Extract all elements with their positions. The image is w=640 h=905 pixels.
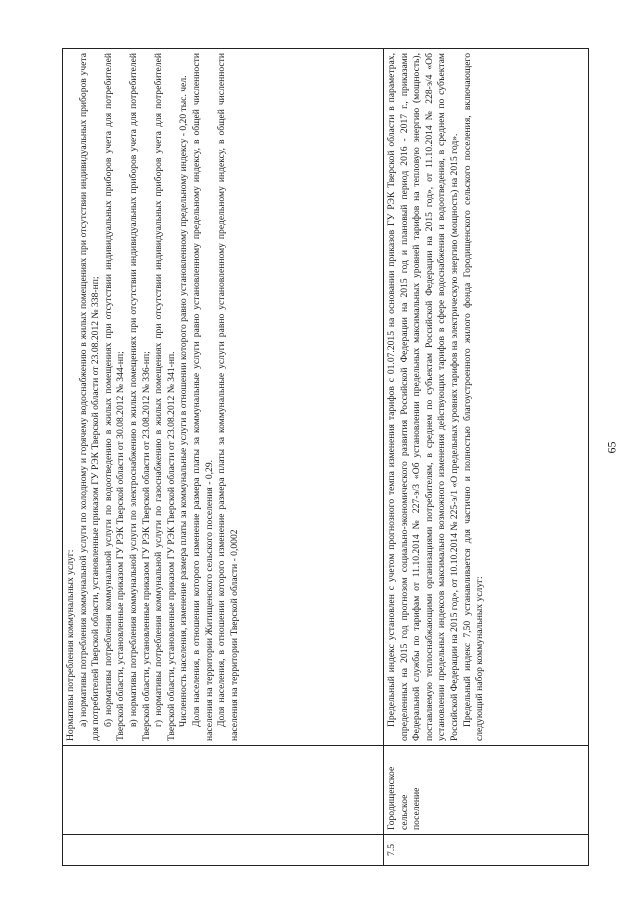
table-row: [384, 49, 589, 866]
paragraph: Нормативы потребления коммунальных услуг:: [65, 549, 76, 741]
paragraph: Предельный индекс 7,50 устанавливается для частично и полностью благоустроенного жилого фонда Городищенского сельского поселения, включающего следующий набор коммунальных услуг:: [461, 53, 486, 741]
description-cell: [63, 49, 384, 746]
row-number-cell: [63, 835, 384, 866]
page-number: 65: [604, 441, 619, 454]
row-number-cell: 7.5: [384, 835, 589, 866]
paragraph: Численность населения, изменение размера платы за коммунальные услуги в отношении которого равно установленному предельному индексу - 0,20 тыс. чел.: [178, 75, 190, 727]
rotated-document: [62, 48, 598, 866]
table-row: [63, 49, 384, 866]
settlement-name-cell: [63, 746, 384, 835]
description-cell: [384, 49, 589, 746]
settlement-name-cell: Городищенское сельское поселение: [384, 746, 589, 835]
paragraph: Доля населения, в отношении которого изменение размера платы за коммунальные услуги равно установленному предельному индексу, в общей численности населения на территории Житищенского сельского поселения - 0,29.: [190, 53, 215, 741]
paragraph: а) нормативы потребления коммунальной услуги по холодному и горячему водоснабжению в жилых помещениях при отсутствии индивидуальных приборов учета для потребителей Тверской области, установленные приказом ГУ РЭК Тверской области от 23.08.2012 № 338-нп;: [77, 53, 102, 741]
paragraph: б) нормативы потребления коммунальной услуги по водоотведению в жилых помещениях при отсутствии индивидуальных приборов учета для потребителей Тверской области, установленные приказом ГУ РЭК Тверской области от 30.08.2012 № 344-нп;: [102, 53, 127, 741]
paragraph: Доля населения, в отношении которого изменение размера платы за коммунальные услуги равно установленному предельному индексу, в общей численности населения на территории Тверской области - 0,0002: [216, 53, 240, 741]
paragraph: Предельный индекс установлен с учетом прогнозного темпа изменения тарифов с 01.07.2015 на основании приказов ГУ РЭК Тверской области в параметрах, определенных на 2015 год прогнозом социально-экономического развития Российской Федерации на 2015 год и плановый период 2016 - 2017 г., приказами Федеральной службы по тарифам от 11.10.2014 № 227-э/3 «Об установлении предельных максимальных уровней тарифов на тепловую энергию (мощность), поставляемую теплоснабжающими организациями потребителям, в среднем по субъектам Российской Федерации на 2015 год», от 11.10.2014 № 228-э/4 «Об установлении предельных индексов максимально возможного изменения действующих тарифов в сфере водоснабжения и водоотведения, в среднем по субъектам Российской Федерации на 2015 год», от 10.10.2014 № 225-э/1 «О предельных уровнях тарифов на электрическую энергию (мощность) на 2015 год».: [386, 53, 460, 741]
paragraph: г) нормативы потребления коммунальной услуги по газоснабжению в жилых помещениях при отсутствии индивидуальных приборов учета для потребителей Тверской области, установленные приказом ГУ РЭК Тверской области от 23.08.2012 № 341-нп.: [153, 53, 177, 741]
paragraph: в) нормативы потребления коммунальной услуги по электроснабжению в жилых помещениях при отсутствии индивидуальных приборов учета для потребителей Тверской области, установленные приказом ГУ РЭК Тверской области от 23.08.2012 № 336-нп;: [127, 53, 152, 741]
tariff-table: [62, 48, 589, 866]
